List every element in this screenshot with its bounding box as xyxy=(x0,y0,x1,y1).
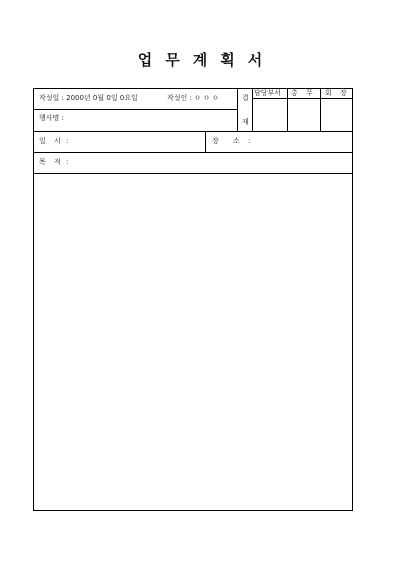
label-separator: : xyxy=(61,114,64,122)
divider xyxy=(34,109,237,110)
divider xyxy=(287,89,288,132)
divider xyxy=(252,98,352,99)
divider xyxy=(34,173,352,174)
document-title: 업무계획서 xyxy=(137,51,276,69)
datetime-label: 일 시 xyxy=(39,137,64,145)
event-name-label: 행사명 xyxy=(39,114,60,122)
label-separator: : xyxy=(247,137,251,145)
divider xyxy=(34,152,352,153)
label-separator: : xyxy=(65,158,69,166)
author-value[interactable]: ㅇ ㅇ ㅇ xyxy=(194,94,219,102)
label-separator: : xyxy=(61,94,67,102)
plan-form xyxy=(33,88,353,511)
written-date-label: 작성일 xyxy=(39,94,60,102)
written-date-row xyxy=(39,95,138,102)
label-separator: : xyxy=(189,94,195,102)
approval-col-chairman: 회 장 xyxy=(325,89,350,97)
written-date-value[interactable]: 2000년 0월 0일 0요일 xyxy=(66,94,138,102)
datetime-row[interactable] xyxy=(39,138,68,145)
author-row xyxy=(167,95,219,102)
divider xyxy=(320,89,321,132)
approval-label-top: 결 xyxy=(242,94,249,102)
purpose-row[interactable] xyxy=(39,159,68,166)
label-separator: : xyxy=(65,137,69,145)
divider xyxy=(252,89,253,132)
place-row[interactable] xyxy=(212,138,250,145)
place-label: 장 소 xyxy=(212,137,246,145)
divider xyxy=(237,89,238,132)
approval-col-dept: 담당부서 xyxy=(254,89,282,97)
divider xyxy=(205,131,206,152)
purpose-body-area[interactable] xyxy=(34,173,352,510)
event-name-row[interactable] xyxy=(39,115,64,122)
author-label: 작성인 xyxy=(167,94,188,102)
purpose-label: 목 적 xyxy=(39,158,64,166)
divider xyxy=(34,131,352,132)
approval-col-general-affairs: 총 무 xyxy=(291,89,316,97)
approval-label-bottom: 재 xyxy=(242,118,249,126)
